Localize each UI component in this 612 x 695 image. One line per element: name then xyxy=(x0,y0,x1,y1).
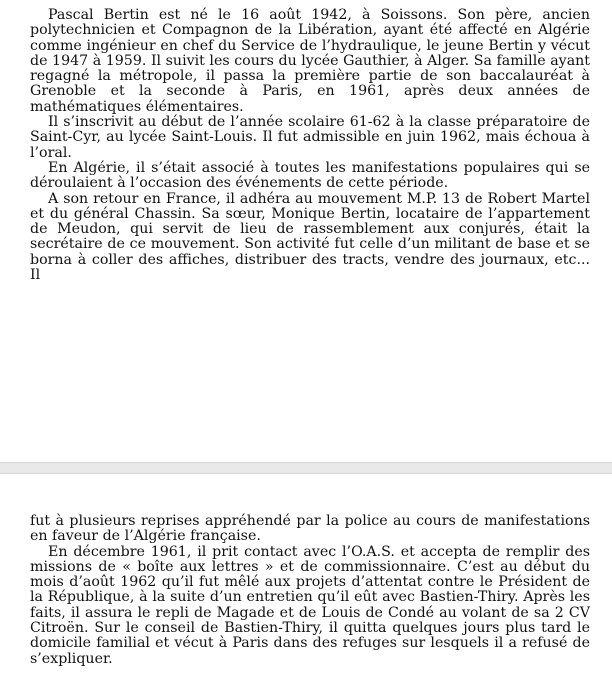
paragraph-algeria: En Algérie, il s’était associé à toutes les manifestations populaires qui se déroulaient à l’occasion des événements de cette période. xyxy=(30,159,590,192)
text-column-top xyxy=(30,8,590,283)
page-bottom xyxy=(0,474,612,695)
paragraph-saint-cyr: Il s’inscrivit au début de l’année scolaire 61-62 à la classe préparatoire de Saint-Cyr, au lycée Saint-Louis. Il fut admissible en juin 1962, mais échoua à l’oral. xyxy=(30,114,590,161)
paragraph-return-france: A son retour en France, il adhéra au mouvement M.P. 13 de Robert Martel et du général Chassin. Sa sœur, Monique Bertin, locataire de l’appartement de Meudon, qui servit de lieu de rassemblement aux conjurés, était la secrétaire de ce mouvement. Son activité fut celle d’un militant de base et se borna à coller des affiches, distribuer des tracts, vendre des journaux, etc... Il xyxy=(30,190,590,284)
text-column-bottom xyxy=(30,514,590,667)
page-separator xyxy=(0,462,612,474)
paragraph-oas: En décembre 1961, il prit contact avec l’O.A.S. et accepta de remplir des missions de « boîte aux lettres » et de commissionnaire. C’est au début du mois d’août 1962 qu’il fut mêlé aux projets d’attentat contre le Président de la République, à la suite d’un entretien qu’il eût avec Bastien-Thiry. Après les faits, il assura le repli de Magade et de Louis de Condé au volant de sa 2 CV Citroën. Sur le conseil de Bastien-Thiry, il quitta quelques jours plus tard le domicile familial et vécut à Paris dans des refuges sur lesquels il a refusé de s’expliquer. xyxy=(30,543,590,667)
paragraph-continuation: fut à plusieurs reprises appréhendé par la police au cours de manifestations en faveur de l’Algérie française. xyxy=(30,513,590,545)
paragraph-birth: Pascal Bertin est né le 16 août 1942, à Soissons. Son père, ancien polytechnicien et Compagnon de la Libération, ayant été affecté en Algérie comme ingénieur en chef du Service de l’hydraulique, le jeune Bertin y vécut de 1947 à 1959. Il suivit les cours du lycée Gauthier, à Alger. Sa famille ayant regagné la métropole, il passa la première partie de son baccalauréat à Grenoble et la seconde à Paris, en 1961, après deux années de mathématiques élémentaires. xyxy=(30,7,590,115)
